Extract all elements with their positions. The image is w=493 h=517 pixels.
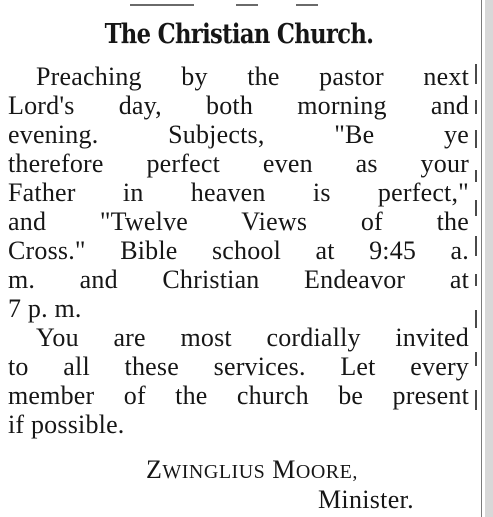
top-divider-rule [130,4,194,6]
article-line: to all these services. Let every [8,352,469,381]
adjacent-column-type-fragments [468,60,480,440]
article-line: 7 p. m. [8,294,82,323]
article-line: evening. Subjects, "Be ye [8,120,469,149]
article-line: Preaching by the pastor next [36,62,469,91]
signature-name: ZWINGLIUS MOORE, [146,455,358,484]
article-line: therefore perfect even as your [8,149,469,178]
article-line: You are most cordially invited [36,323,469,352]
signature-role: Minister. [318,485,414,514]
article-title: The Christian Church. [104,19,374,50]
article-line: m. and Christian Endeavor at [8,265,469,294]
top-divider-rule [296,4,318,6]
article-line: Father in heaven is perfect," [8,178,469,207]
column-rule [481,0,482,517]
article-line: Lord's day, both morning and [8,91,469,120]
article-line: member of the church be present [8,381,469,410]
adjacent-column-edge [485,0,493,517]
top-divider-rule [236,4,258,6]
article-line: if possible. [8,410,125,439]
article-line: and "Twelve Views of the [8,207,469,236]
article-line: Cross." Bible school at 9:45 a. [8,236,469,265]
